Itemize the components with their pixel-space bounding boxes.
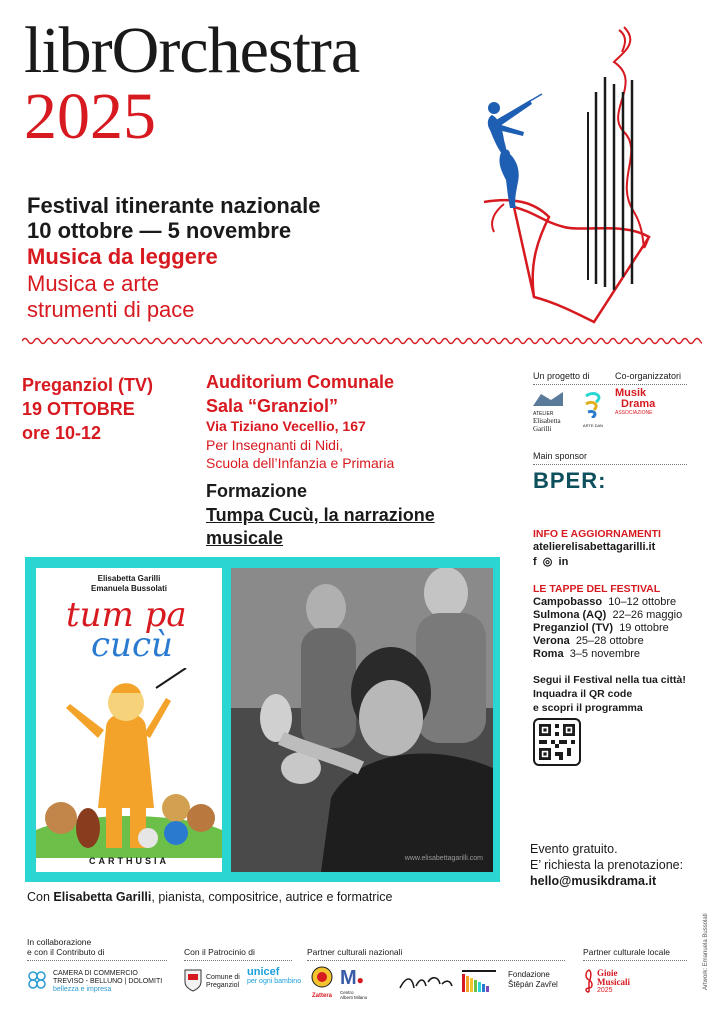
wavy-divider [22, 333, 702, 349]
festival-year: 2025 [24, 80, 156, 153]
social-links [533, 555, 568, 568]
qr-code[interactable] [533, 718, 581, 766]
fondazione-line1: Fondazione [508, 970, 550, 979]
evento-line1: Evento gratuito. [530, 842, 618, 856]
tappa-dates: 3–5 novembre [569, 648, 641, 660]
tappa-item [533, 622, 669, 635]
centro-line2: Alberti Milano [340, 995, 368, 1000]
partner-nazionali-divider [307, 960, 565, 961]
event-address: Via Tiziano Vecellio, 167 [206, 418, 366, 434]
tappa-dates: 10–12 ottobre [608, 596, 677, 608]
collab-label-line2: e con il Contributo di [27, 947, 105, 957]
collab-divider [27, 960, 167, 961]
tappa-item [533, 609, 682, 622]
book-author-1: Elisabetta Garilli [97, 574, 161, 583]
festival-description: Festival itinerante nazionale [27, 193, 321, 218]
rainbow-logo [462, 970, 498, 994]
coorganizer-logo [577, 390, 609, 430]
sponsor-label: Main sponsor [533, 451, 588, 461]
tappa-dates: 19 ottobre [619, 622, 669, 634]
unicef-sub: per ogni bambino [247, 978, 302, 985]
book-publisher: CARTHUSIA [89, 856, 169, 866]
event-location-block [22, 373, 153, 445]
zattera-logo [307, 966, 337, 998]
swirl-icon [582, 390, 604, 418]
credit-prefix: Con [27, 890, 54, 904]
musik-line1: Musik [615, 387, 647, 399]
tappa-city: Verona [533, 635, 570, 647]
book-author-2: Emanuela Bussolati [90, 584, 168, 593]
book-cover [36, 568, 222, 872]
evento-line2: E’ richiesta la prenotazione: [530, 858, 684, 872]
gioie-line2: Musicali [597, 977, 630, 987]
fondazione-line2: Štěpán Zavřel [508, 980, 558, 989]
gioie-musicali-logo [583, 966, 653, 998]
coat-of-arms-icon [184, 968, 202, 992]
musikdrama-logo [615, 388, 665, 428]
atelier-logo [533, 392, 573, 433]
treble-clef-icon [583, 968, 595, 994]
comune-logo [184, 966, 244, 996]
comune-line1: Comune di [206, 974, 240, 981]
credit-role: , pianista, compositrice, autrice e formatrice [151, 890, 393, 904]
collab-label-line1: In collaborazione [27, 937, 92, 947]
musik-line2: Drama [621, 398, 656, 410]
tappa-city: Preganziol (TV) [533, 622, 614, 634]
unicef-name: unicef [247, 966, 280, 978]
comune-line2: Preganziol [206, 982, 240, 989]
coorganizer-small: ARTE DAN [582, 423, 604, 428]
centro-line1: Centro [340, 990, 354, 995]
partner-locale-divider [583, 960, 687, 961]
info-title: INFO E AGGIORNAMENTI [533, 528, 661, 540]
venue-line1: Auditorium Comunale [206, 372, 394, 392]
instagram-icon[interactable]: ◎ [542, 556, 553, 568]
patrocinio-divider [184, 960, 292, 961]
event-type: Formazione [206, 481, 308, 501]
tappe-title: LE TAPPE DEL FESTIVAL [533, 583, 661, 595]
conductor-illustration [474, 22, 674, 332]
camera-commercio-logo [27, 968, 177, 994]
tappa-dates: 22–26 maggio [612, 609, 683, 621]
festival-subtitle-line1: Musica e arte [27, 271, 160, 296]
audience-line1: Per Insegnanti di Nidi, [206, 437, 343, 453]
unicef-logo [247, 966, 302, 996]
credit-name: Elisabetta Garilli [53, 890, 152, 904]
sponsor-divider [533, 464, 687, 465]
segui-line2: Inquadra il QR code [533, 688, 633, 700]
segui-line3: e scopri il programma [533, 702, 643, 714]
project-label: Un progetto di [533, 371, 590, 381]
centro-mark: M● [340, 967, 364, 989]
atelier-line1: Elisabetta [533, 417, 561, 425]
tappa-dates: 25–28 ottobre [575, 635, 644, 647]
tappa-city: Roma [533, 648, 564, 660]
photo-watermark: www.elisabettagarilli.com [404, 855, 483, 862]
festival-dates: 10 ottobre — 5 novembre [27, 218, 292, 243]
camera-line2: TREVISO - BELLUNO | DOLOMITI [53, 978, 163, 985]
festival-subtitle-line2: strumenti di pace [27, 297, 195, 322]
booking-email-link[interactable]: hello@musikdrama.it [530, 874, 657, 888]
partner-locale-label: Partner culturale locale [583, 947, 670, 957]
segui-line1: Segui il Festival nella tua città! [533, 674, 686, 686]
info-website-link[interactable]: atelierelisabettagarilli.it [533, 541, 656, 553]
festival-title: librOrchestra [24, 14, 360, 87]
event-audience [206, 436, 394, 472]
centro-dot-icon: ● [356, 973, 364, 987]
workshop-title: Tumpa Cucù, la narrazione musicale [206, 505, 435, 548]
event-city: Preganziol (TV) [22, 375, 154, 395]
venue-line2: Sala “Granziol” [206, 396, 339, 416]
qr-code-icon [539, 724, 575, 760]
event-venue [206, 370, 394, 418]
camera-logo-icon [27, 970, 47, 990]
event-time: ore 10-12 [22, 423, 102, 443]
patrocinio-label: Con il Patrocinio di [184, 947, 255, 957]
gioie-line1: Gioie [597, 968, 618, 978]
rainbow-bars-icon [462, 970, 496, 992]
project-divider [533, 384, 687, 385]
book-illustration [36, 668, 222, 858]
coorganizers-label: Co-organizzatori [615, 371, 682, 381]
gioie-year: 2025 [597, 987, 613, 994]
tappa-city: Campobasso [533, 596, 603, 608]
book-title-line2: cucù [91, 625, 173, 665]
fondazione-logo [508, 970, 568, 996]
atelier-line2: Garilli [533, 425, 552, 433]
tappa-item [533, 635, 644, 648]
main-sponsor-logo: BPER: [533, 468, 607, 493]
event-date: 19 OTTOBRE [22, 399, 135, 419]
atelier-small: ATELIER [533, 411, 554, 417]
audience-line2: Scuola dell’Infanzia e Primaria [206, 455, 395, 471]
atelier-logo-icon [533, 392, 563, 406]
partner-nazionali-label: Partner culturali nazionali [307, 947, 403, 957]
tappa-item [533, 648, 640, 661]
tappa-item [533, 596, 676, 609]
workshop-photo [231, 568, 493, 872]
musik-assoc: ASSOCIAZIONE [615, 410, 653, 416]
facebook-icon[interactable]: f [533, 556, 537, 568]
book-title-line1: tum pa [66, 595, 187, 635]
camera-line1: CAMERA DI COMMERCIO [53, 970, 138, 977]
linkedin-icon[interactable]: in [558, 556, 569, 568]
zattera-name: Zattera [311, 993, 332, 999]
centro-logo [340, 968, 390, 998]
camera-line3: bellezza e impresa [53, 986, 112, 993]
libro-logo [398, 972, 454, 992]
artwork-credit: Artwork: Emanuela Bussolati [703, 913, 709, 990]
zattera-icon [311, 966, 333, 988]
tappa-city: Sulmona (AQ) [533, 609, 607, 621]
artist-credit [27, 889, 392, 905]
festival-tagline: Musica da leggere [27, 244, 218, 269]
